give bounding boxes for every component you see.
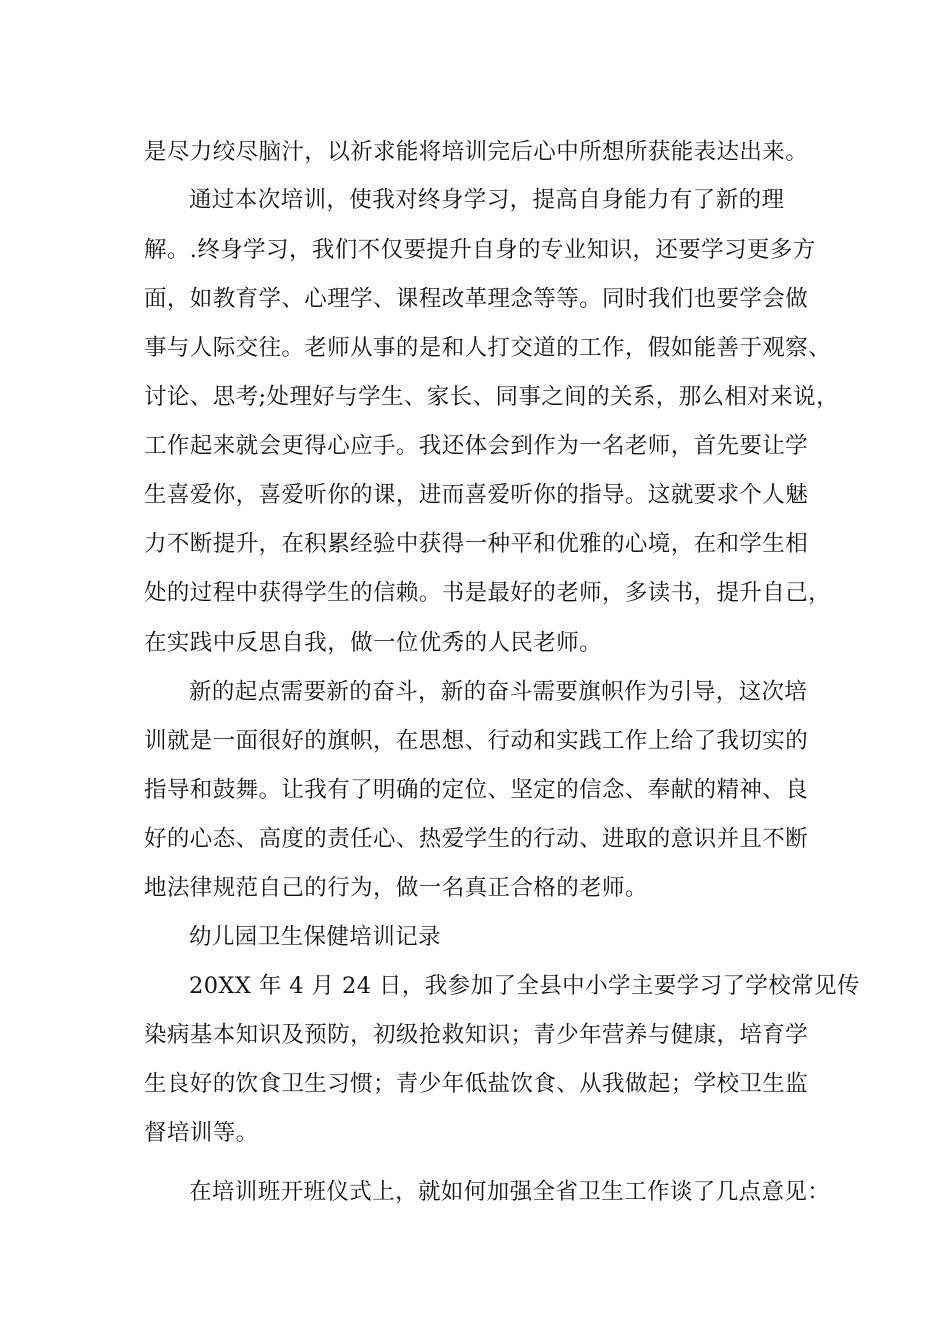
text-line: 事与人际交往。老师从事的是和人打交道的工作，假如能善于观察、 — [144, 335, 832, 361]
text-line: 督培训等。 — [144, 1120, 259, 1146]
text-line: 解。.终身学习，我们不仅要提升自身的专业知识，还要学习更多方 — [144, 237, 816, 263]
text-line: 面，如教育学、心理学、课程改革理念等等。同时我们也要学会做 — [144, 286, 809, 312]
text-line: 是尽力绞尽脑汁，以祈求能将培训完后心中所想所获能表达出来。 — [144, 139, 809, 165]
text-line: 在实践中反思自我，做一位优秀的人民老师。 — [144, 630, 603, 656]
text-line: 生喜爱你，喜爱听你的课，进而喜爱听你的指导。这就要求个人魅 — [144, 482, 809, 508]
text-line: 力不断提升，在积累经验中获得一种平和优雅的心境，在和学生相 — [144, 531, 809, 557]
text-line: 生良好的饮食卫生习惯；青少年低盐饮食、从我做起；学校卫生监 — [144, 1071, 809, 1097]
text-line: 讨论、思考;处理好与学生、家长、同事之间的关系，那么相对来说， — [144, 384, 839, 410]
paragraph-start-line: 20XX 年 4 月 24 日，我参加了全县中小学主要学习了学校常见传 — [189, 973, 860, 999]
text-line: 染病基本知识及预防，初级抢救知识；青少年营养与健康，培育学 — [144, 1022, 809, 1048]
paragraph-start-line: 通过本次培训，使我对终身学习，提高自身能力有了新的理 — [189, 187, 785, 213]
paragraph-start-line: 在培训班开班仪式上，就如何加强全省卫生工作谈了几点意见： — [189, 1179, 831, 1205]
section-heading: 幼儿园卫生保健培训记录 — [189, 924, 441, 950]
text-line: 处的过程中获得学生的信赖。书是最好的老师，多读书，提升自己， — [144, 580, 832, 606]
text-line: 地法律规范自己的行为，做一名真正合格的老师。 — [144, 875, 648, 901]
text-line: 好的心态、高度的责任心、热爱学生的行动、进取的意识并且不断 — [144, 826, 809, 852]
text-line: 训就是一面很好的旗帜，在思想、行动和实践工作上给了我切实的 — [144, 728, 809, 754]
text-line: 指导和鼓舞。让我有了明确的定位、坚定的信念、奉献的精神、良 — [144, 777, 809, 803]
paragraph-start-line: 新的起点需要新的奋斗，新的奋斗需要旗帜作为引导，这次培 — [189, 679, 808, 705]
text-line: 工作起来就会更得心应手。我还体会到作为一名老师，首先要让学 — [144, 433, 809, 459]
